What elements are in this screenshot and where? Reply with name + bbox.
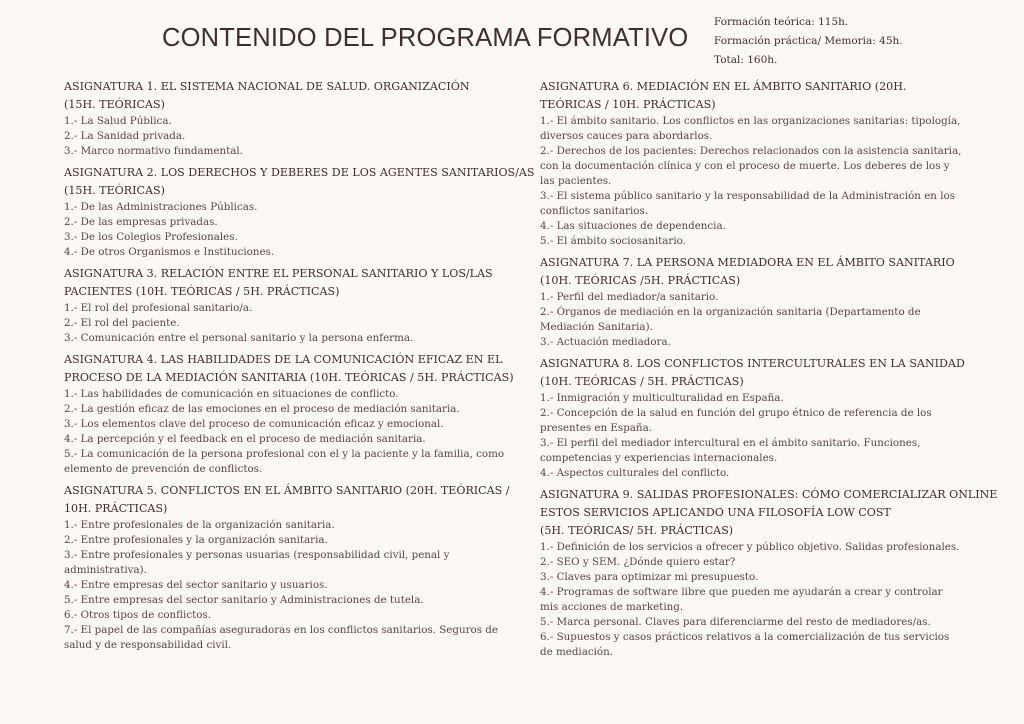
subject-heading — [64, 164, 535, 200]
subject-heading-line: ESTOS SERVICIOS APLICANDO UNA FILOSOFÍA LOW COST — [540, 506, 891, 519]
subject-heading-line: ASIGNATURA 1. EL SISTEMA NACIONAL DE SALUD. ORGANIZACIÓN — [64, 80, 470, 93]
subject-heading — [540, 355, 965, 391]
topic-item: 3.- Los elementos clave del proceso de comunicación eficaz y emocional. — [64, 418, 444, 430]
topic-item: 1.- La Salud Pública. — [64, 115, 172, 127]
right-column — [540, 78, 998, 665]
subject-heading-line: ASIGNATURA 6. MEDIACIÓN EN EL ÁMBITO SANITARIO (20H. — [540, 80, 907, 93]
topic-item: 6.- Supuestos y casos prácticos relativos a la comercialización de tus servicios de mediación. — [540, 631, 950, 658]
subject-heading-line: (15H. TEÓRICAS) — [64, 98, 165, 111]
topic-item: 1.- De las Administraciones Públicas. — [64, 201, 258, 213]
topic-item: 3.- De los Colegios Profesionales. — [64, 231, 238, 243]
topic-item: 4.- Las situaciones de dependencia. — [540, 220, 726, 232]
topic-item: 3.- El sistema público sanitario y la responsabilidad de la Administración en los conflictos sanitarios. — [540, 190, 955, 217]
subject-heading — [540, 486, 998, 540]
subject-heading-line: 10H. PRÁCTICAS) — [64, 502, 168, 515]
subject-heading — [64, 265, 526, 301]
topic-item: 2.- La gestión eficaz de las emociones en el proceso de mediación sanitaria. — [64, 403, 460, 415]
topic-item: 5.- La comunicación de la persona profesional con el y la paciente y la familia, como elemento de prevención de conflictos. — [64, 448, 505, 475]
subject-topic-list — [540, 540, 962, 660]
topic-item: 2.- El rol del paciente. — [64, 317, 180, 329]
subject-heading-line: (10H. TEÓRICAS /5H. PRÁCTICAS) — [540, 274, 741, 287]
topic-item: 3.- Claves para optimizar mi presupuesto. — [540, 571, 759, 583]
topic-item: 3.- Actuación mediadora. — [540, 336, 671, 348]
topic-item: 4.- Aspectos culturales del conflicto. — [540, 467, 730, 479]
subject-block — [64, 164, 535, 260]
topic-item: 5.- Entre empresas del sector sanitario y Administraciones de tutela. — [64, 594, 424, 606]
subject-block — [540, 355, 965, 481]
subject-block — [64, 351, 526, 477]
topic-item: 1.- El ámbito sanitario. Los conflictos en las organizaciones sanitarias: tipología, diversos cauces para abordarlos. — [540, 115, 961, 142]
topic-item: 2.- SEO y SEM. ¿Dónde quiero estar? — [540, 556, 736, 568]
topic-item: 7.- El papel de las compañías aseguradoras en los conflictos sanitarios. Seguros de salud y de responsabilidad civil. — [64, 624, 498, 651]
subject-heading-line: ASIGNATURA 3. RELACIÓN ENTRE EL PERSONAL SANITARIO Y LOS/LAS — [64, 267, 493, 280]
subject-heading — [64, 78, 526, 114]
topic-item: 3.- Entre profesionales y personas usuarias (responsabilidad civil, penal y administrativa). — [64, 549, 450, 576]
subject-heading-line: ASIGNATURA 5. CONFLICTOS EN EL ÁMBITO SANITARIO (20H. TEÓRICAS / — [64, 484, 510, 497]
subject-heading-line: (15H. TEÓRICAS) — [64, 184, 165, 197]
subject-heading-line: ASIGNATURA 4. LAS HABILIDADES DE LA COMUNICACIÓN EFICAZ EN EL — [64, 353, 503, 366]
topic-item: 1.- Las habilidades de comunicación en situaciones de conflicto. — [64, 388, 399, 400]
topic-item: 2.- Concepción de la salud en función del grupo étnico de referencia de los presentes en España. — [540, 407, 932, 434]
topic-item: 5.- El ámbito sociosanitario. — [540, 235, 686, 247]
subject-heading-line: TEÓRICAS / 10H. PRÁCTICAS) — [540, 98, 716, 111]
topic-item: 1.- Entre profesionales de la organización sanitaria. — [64, 519, 335, 531]
subject-topic-list — [64, 518, 526, 653]
subject-topic-list — [540, 114, 962, 249]
subject-heading-line: ASIGNATURA 9. SALIDAS PROFESIONALES: CÓMO COMERCIALIZAR ONLINE — [540, 488, 998, 501]
subject-heading-line: ASIGNATURA 2. LOS DERECHOS Y DEBERES DE LOS AGENTES SANITARIOS/AS — [64, 166, 535, 179]
topic-item: 2.- De las empresas privadas. — [64, 216, 218, 228]
topic-item: 1.- Inmigración y multiculturalidad en España. — [540, 392, 784, 404]
topic-item: 1.- Perfil del mediador/a sanitario. — [540, 291, 719, 303]
subject-heading-line: (5H. TEÓRICAS/ 5H. PRÁCTICAS) — [540, 524, 734, 537]
subject-topic-list — [540, 290, 962, 350]
subject-heading-line: ASIGNATURA 7. LA PERSONA MEDIADORA EN EL ÁMBITO SANITARIO — [540, 256, 955, 269]
subject-block — [64, 265, 526, 346]
left-column — [64, 78, 535, 658]
subject-topic-list — [64, 301, 526, 346]
subject-heading — [64, 482, 526, 518]
subject-topic-list — [540, 391, 962, 481]
topic-item: 1.- El rol del profesional sanitario/a. — [64, 302, 253, 314]
subject-block — [64, 78, 526, 159]
topic-item: 3.- Comunicación entre el personal sanitario y la persona enferma. — [64, 332, 414, 344]
subject-heading-line: (10H. TEÓRICAS / 5H. PRÁCTICAS) — [540, 375, 744, 388]
total-hours: Total: 160h. — [714, 54, 778, 66]
subject-block — [540, 254, 962, 350]
topic-item: 4.- La percepción y el feedback en el proceso de mediación sanitaria. — [64, 433, 426, 445]
subject-heading — [540, 254, 962, 290]
topic-item: 2.- Derechos de los pacientes: Derechos relacionados con la asistencia sanitaria, con la documentación clínica y con el proceso de muerte. Los deberes de los y las pacientes. — [540, 145, 962, 187]
topic-item: 4.- De otros Organismos e Instituciones. — [64, 246, 275, 258]
subject-heading — [64, 351, 526, 387]
subject-topic-list — [64, 387, 526, 477]
subject-heading-line: PACIENTES (10H. TEÓRICAS / 5H. PRÁCTICAS) — [64, 285, 340, 298]
topic-item: 2.- Entre profesionales y la organización sanitaria. — [64, 534, 328, 546]
subject-topic-list — [64, 114, 526, 159]
topic-item: 4.- Entre empresas del sector sanitario y usuarios. — [64, 579, 328, 591]
subject-topic-list — [64, 200, 526, 260]
subject-heading-line: PROCESO DE LA MEDIACIÓN SANITARIA (10H. TEÓRICAS / 5H. PRÁCTICAS) — [64, 371, 514, 384]
subject-block — [540, 486, 998, 660]
subject-block — [64, 482, 526, 653]
topic-item: 2.- La Sanidad privada. — [64, 130, 186, 142]
topic-item: 6.- Otros tipos de conflictos. — [64, 609, 211, 621]
training-hours-summary — [714, 13, 903, 70]
subject-heading — [540, 78, 962, 114]
topic-item: 3.- El perfil del mediador intercultural en el ámbito sanitario. Funciones, competencias y experiencias internacionales. — [540, 437, 921, 464]
topic-item: 2.- Órganos de mediación en la organización sanitaria (Departamento de Mediación Sanitaria). — [540, 306, 921, 333]
subject-heading-line: ASIGNATURA 8. LOS CONFLICTOS INTERCULTURALES EN LA SANIDAD — [540, 357, 965, 370]
subject-block — [540, 78, 962, 249]
page-title: CONTENIDO DEL PROGRAMA FORMATIVO — [162, 24, 689, 52]
practice-hours: Formación práctica/ Memoria: 45h. — [714, 35, 903, 47]
topic-item: 5.- Marca personal. Claves para diferenciarme del resto de mediadores/as. — [540, 616, 931, 628]
topic-item: 4.- Programas de software libre que pueden me ayudarán a crear y controlar mis acciones de marketing. — [540, 586, 943, 613]
theory-hours: Formación teórica: 115h. — [714, 16, 849, 28]
topic-item: 3.- Marco normativo fundamental. — [64, 145, 243, 157]
topic-item: 1.- Definición de los servicios a ofrecer y público objetivo. Salidas profesionales. — [540, 541, 960, 553]
